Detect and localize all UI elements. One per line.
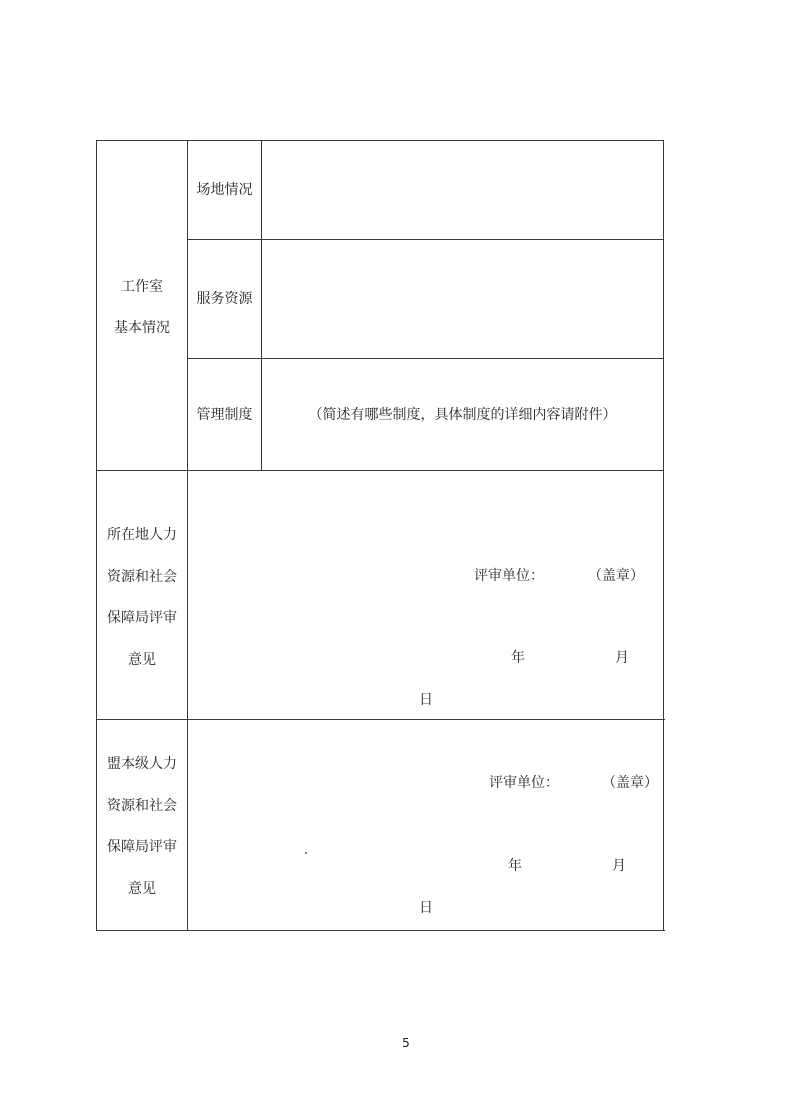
section-local-label-line4: 意见 — [128, 652, 156, 668]
row-label-service-resources: 服务资源 — [196, 291, 253, 307]
section-basic-label-line2: 基本情况 — [114, 320, 170, 336]
local-review-unit-label: 评审单位： — [474, 568, 544, 584]
league-review-year: 年 — [508, 858, 522, 874]
table-border-top — [96, 140, 664, 141]
row-label-management-system: 管理制度 — [196, 407, 253, 423]
league-review-unit-label: 评审单位： — [489, 775, 559, 791]
table-border-bottom — [96, 930, 665, 931]
section-local-label-line1: 所在地人力 — [107, 527, 177, 543]
section-divider-1 — [96, 470, 664, 471]
section-divider-2 — [96, 719, 665, 720]
section-league-label-line2: 资源和社会 — [107, 798, 177, 814]
section-basic-label-line1: 工作室 — [121, 279, 163, 295]
row-content-management-system[interactable]: （简述有哪些制度，具体制度的详细内容请附件） — [308, 407, 617, 423]
section-league-label-line1: 盟本级人力 — [107, 756, 177, 772]
local-review-day: 日 — [419, 692, 433, 708]
stray-mark — [305, 852, 307, 854]
local-review-seal: （盖章） — [588, 568, 644, 584]
section-local-label-line3: 保障局评审 — [107, 610, 177, 626]
league-review-day: 日 — [419, 900, 433, 916]
page-number: 5 — [402, 1036, 410, 1050]
league-review-month: 月 — [612, 858, 626, 874]
row-divider-2 — [187, 358, 664, 359]
section-league-label-line4: 意见 — [128, 881, 156, 897]
section-local-label-line2: 资源和社会 — [107, 569, 177, 585]
table-border-right — [663, 140, 664, 931]
label-column-divider — [187, 140, 188, 931]
row-label-venue: 场地情况 — [196, 182, 253, 198]
local-review-month: 月 — [615, 650, 629, 666]
section-league-label-line3: 保障局评审 — [107, 839, 177, 855]
league-review-seal: （盖章） — [602, 775, 658, 791]
row-divider-1 — [187, 239, 664, 240]
local-review-year: 年 — [511, 650, 525, 666]
